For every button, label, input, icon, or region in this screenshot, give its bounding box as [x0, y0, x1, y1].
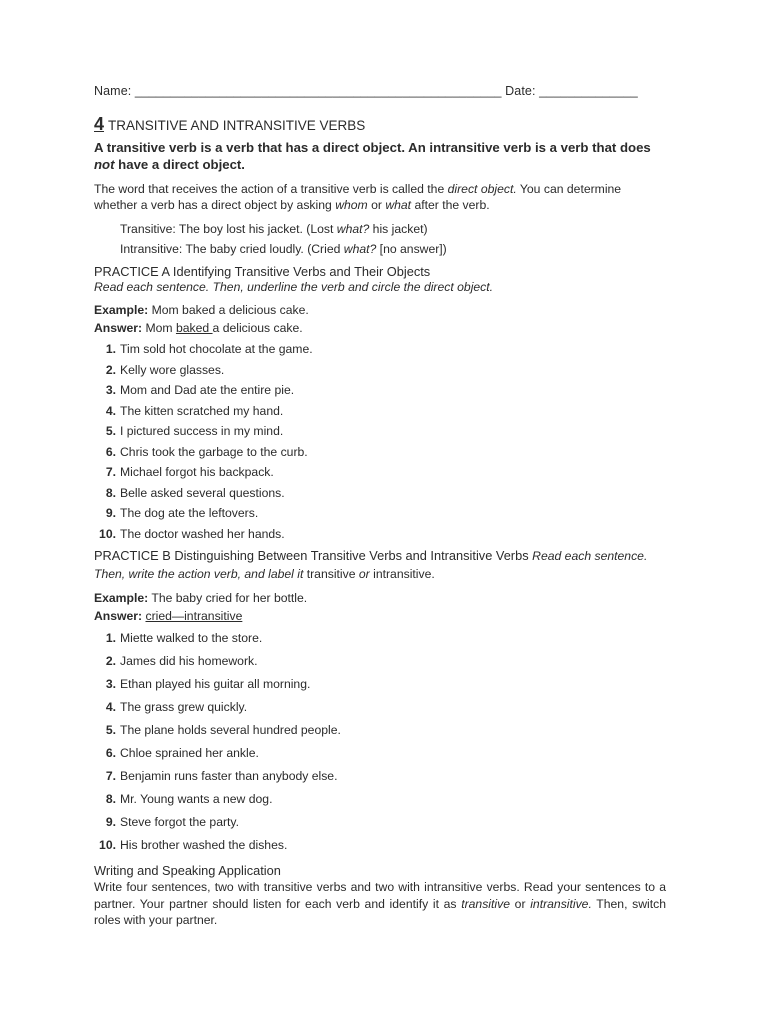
item-text: I pictured success in my mind.	[120, 424, 284, 438]
practice-b-instruction-4: intransitive.	[369, 567, 435, 581]
list-item	[94, 360, 666, 381]
list-item	[94, 811, 666, 834]
item-number: 9.	[105, 815, 116, 829]
intro-paragraph	[94, 181, 666, 213]
worksheet-page	[94, 84, 666, 929]
item-text: Mom and Dad ate the entire pie.	[120, 383, 295, 397]
list-item	[94, 483, 666, 504]
intro-italic2: whom	[335, 198, 368, 212]
item-text: Mr. Young wants a new dog.	[120, 792, 273, 806]
item-text: Benjamin runs faster than anybody else.	[120, 769, 338, 783]
item-text: Belle asked several questions.	[120, 485, 285, 500]
list-item	[94, 719, 666, 742]
writing-italic1: transitive	[461, 896, 510, 911]
name-date-row	[94, 84, 666, 104]
answer-underlined: cried—intransitive	[145, 609, 243, 623]
item-number: 6.	[105, 444, 116, 459]
practice-a-title: PRACTICE A Identifying Transitive Verbs and Their Objects	[94, 264, 431, 279]
writing-italic2: intransitive.	[530, 896, 592, 911]
item-text: His brother washed the dishes.	[120, 838, 288, 852]
intransitive-example	[120, 239, 666, 259]
answer-pre: Mom	[142, 321, 176, 335]
item-number: 8.	[105, 485, 116, 500]
list-item	[94, 442, 666, 463]
intro-part4: after the verb.	[411, 198, 490, 212]
item-text: The dog ate the leftovers.	[120, 506, 259, 520]
list-item	[94, 627, 666, 650]
writing-body	[94, 879, 666, 929]
item-text: Chloe sprained her ankle.	[120, 746, 259, 760]
item-text: Ethan played his guitar all morning.	[120, 677, 311, 691]
practice-b-instruction-2: transitive	[303, 567, 359, 581]
name-label: Name:	[94, 84, 135, 98]
item-number: 9.	[105, 506, 116, 520]
item-number: 3.	[105, 383, 116, 397]
practice-a-list	[94, 339, 666, 544]
item-number: 10.	[99, 526, 116, 541]
item-number: 10.	[99, 838, 116, 852]
item-text: Steve forgot the party.	[120, 815, 240, 829]
definition-italic: not	[94, 157, 115, 172]
item-number: 5.	[105, 723, 116, 737]
item-number: 1.	[105, 342, 116, 356]
item-number: 1.	[105, 631, 116, 645]
intro-part3: or	[367, 198, 386, 212]
list-item	[94, 834, 666, 857]
list-item	[94, 524, 666, 545]
list-item	[94, 503, 666, 524]
item-text: Michael forgot his backpack.	[120, 465, 274, 479]
answer-label: Answer:	[94, 321, 143, 335]
list-item	[94, 650, 666, 673]
list-item	[94, 401, 666, 422]
list-item	[94, 765, 666, 788]
item-number: 2.	[105, 654, 116, 668]
item-number: 2.	[105, 362, 116, 377]
transitive-example	[120, 219, 666, 239]
practice-b-header	[94, 547, 666, 583]
item-number: 6.	[105, 746, 116, 760]
item-text: The plane holds several hundred people.	[120, 723, 341, 737]
example-label: Example:	[94, 591, 149, 605]
list-item	[94, 421, 666, 442]
item-number: 7.	[105, 465, 116, 479]
transitive-example-b: his jacket)	[369, 222, 428, 236]
practice-a-instruction: Read each sentence. Then, underline the verb and circle the direct object.	[94, 280, 494, 294]
writing-part1: Write four sentences, two with transitive verbs and two with intransitive verbs. Read your sentences to a partner. Your partner should listen for each verb and identify it as	[94, 880, 666, 911]
lesson-heading	[94, 114, 666, 135]
item-text: Chris took the garbage to the curb.	[120, 444, 308, 459]
practice-b-list	[94, 627, 666, 857]
practice-b-answer	[94, 607, 666, 625]
example-sentences	[94, 219, 666, 259]
item-text: Kelly wore glasses.	[120, 362, 225, 377]
practice-b-title: PRACTICE B Distinguishing Between Transitive Verbs and Intransitive Verbs	[94, 548, 533, 563]
lesson-number: 4	[94, 114, 105, 134]
lesson-title: TRANSITIVE AND INTRANSITIVE VERBS	[108, 118, 366, 133]
list-item	[94, 380, 666, 401]
item-text: Tim sold hot chocolate at the game.	[120, 342, 313, 356]
practice-a-answer	[94, 319, 666, 337]
intro-part1: The word that receives the action of a transitive verb is called the	[94, 182, 448, 196]
example-text: The baby cried for her bottle.	[148, 591, 308, 605]
answer-underlined-verb: baked	[175, 321, 213, 335]
list-item	[94, 673, 666, 696]
list-item	[94, 696, 666, 719]
intro-part2: You can determine whether a verb has a direct object by asking	[94, 182, 622, 212]
writing-part2: or	[509, 896, 531, 911]
item-number: 3.	[105, 677, 116, 691]
definition-part2: have a direct object.	[114, 157, 245, 172]
item-number: 5.	[105, 424, 116, 438]
intransitive-example-b: [no answer])	[376, 242, 447, 256]
intransitive-example-a: Intransitive: The baby cried loudly. (Cried	[120, 242, 344, 256]
list-item	[94, 788, 666, 811]
intransitive-example-italic: what?	[343, 242, 377, 256]
transitive-example-a: Transitive: The boy lost his jacket. (Lost	[120, 222, 337, 236]
example-text: Mom baked a delicious cake.	[148, 303, 309, 317]
item-text: The grass grew quickly.	[120, 700, 248, 714]
item-number: 4.	[105, 700, 116, 714]
example-label: Example:	[94, 303, 149, 317]
item-number: 8.	[105, 792, 116, 806]
item-text: The doctor washed her hands.	[120, 526, 285, 541]
transitive-example-italic: what?	[336, 222, 370, 236]
definition-part1: A transitive verb is a verb that has a direct object. An intransitive verb is a verb that does	[94, 140, 651, 155]
practice-b-instruction-3: or	[358, 567, 370, 581]
date-blank: ______________	[539, 84, 638, 98]
item-text: James did his homework.	[120, 654, 258, 668]
date-label: Date:	[501, 84, 540, 98]
item-number: 7.	[105, 769, 116, 783]
practice-b-instruction-1: Read each sentence. Then, write the action verb, and label it	[94, 549, 648, 581]
list-item	[94, 339, 666, 360]
name-blank: ____________________________________________________	[134, 84, 502, 98]
intro-italic1: direct object.	[447, 182, 517, 196]
intro-italic3: what	[385, 198, 412, 212]
list-item	[94, 742, 666, 765]
answer-post: a delicious cake.	[212, 321, 303, 335]
definition-text	[94, 139, 666, 173]
item-number: 4.	[105, 403, 116, 418]
practice-b-example	[94, 589, 666, 607]
writing-part3: Then, switch roles with your partner.	[94, 896, 667, 927]
list-item	[94, 462, 666, 483]
writing-title: Writing and Speaking Application	[94, 863, 281, 878]
practice-a-example	[94, 301, 666, 319]
item-text: The kitten scratched my hand.	[120, 403, 284, 418]
answer-label: Answer:	[94, 609, 143, 623]
item-text: Miette walked to the store.	[120, 631, 263, 645]
